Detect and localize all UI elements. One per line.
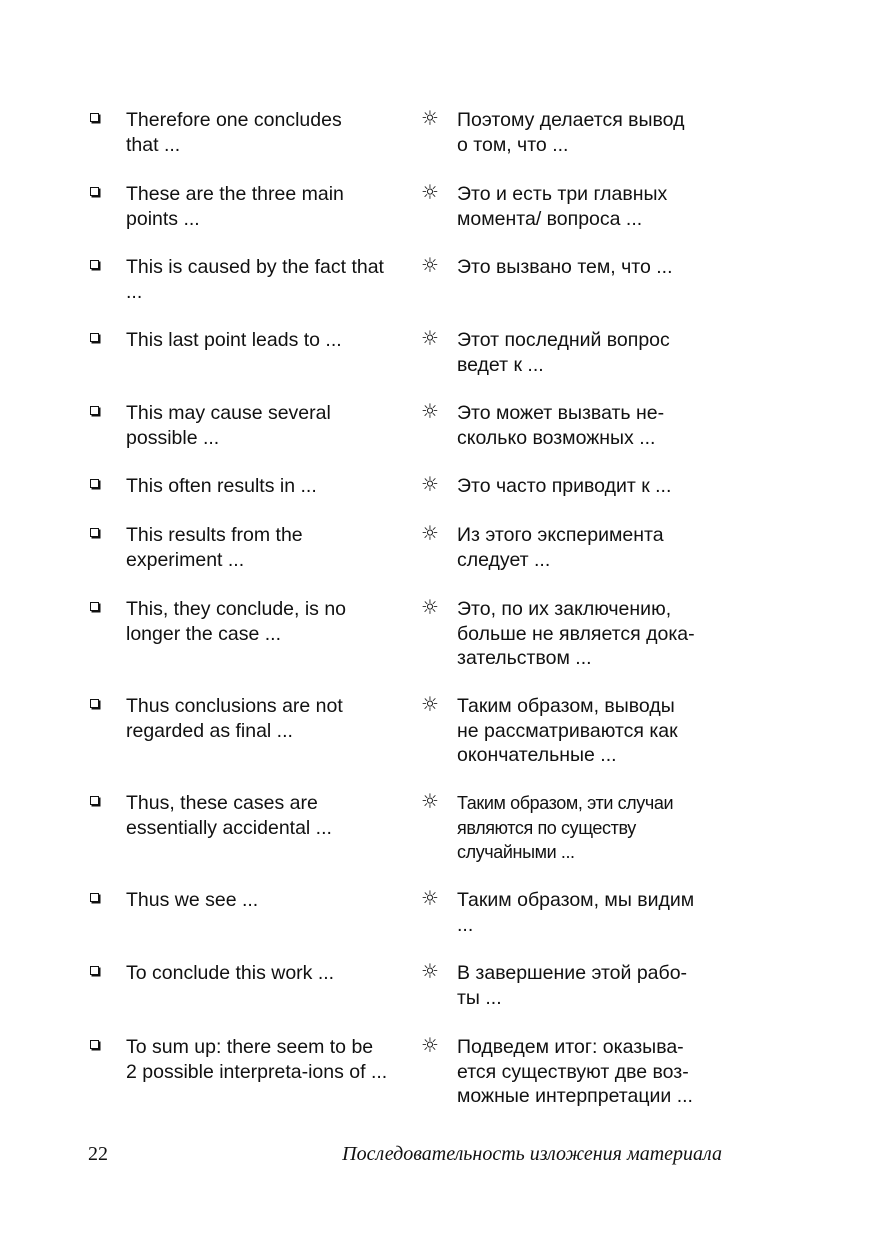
checkbox-bullet-icon <box>90 479 99 488</box>
english-phrase: Therefore one concludes that ... <box>126 109 342 156</box>
russian-phrase: Таким образом, выводы не рассматриваются как окончательные ... <box>457 695 678 766</box>
russian-phrase: Это может вызвать не- сколько возможных ... <box>457 402 665 449</box>
checkbox-bullet-icon <box>90 187 99 196</box>
sun-bullet-icon: ☼ <box>421 472 439 496</box>
sun-bullet-icon: ☼ <box>421 326 439 350</box>
checkbox-bullet-icon <box>90 528 99 537</box>
sun-bullet-icon: ☼ <box>421 1033 439 1057</box>
russian-phrase: Это и есть три главных момента/ вопроса ... <box>457 183 668 230</box>
checkbox-bullet-icon <box>90 796 99 805</box>
russian-phrase: Таким образом, эти случаи являются по существу случайными ... <box>457 793 674 862</box>
page-number: 22 <box>88 1143 108 1165</box>
english-phrase: To conclude this work ... <box>126 962 335 984</box>
english-phrase: This results from the experiment ... <box>126 524 303 571</box>
checkbox-bullet-icon <box>90 893 99 902</box>
checkbox-bullet-icon <box>90 966 99 975</box>
checkbox-bullet-icon <box>90 113 99 122</box>
sun-bullet-icon: ☼ <box>421 692 439 716</box>
english-phrase: This, they conclude, is no longer the case ... <box>126 598 347 645</box>
english-phrase: This often results in ... <box>126 475 317 497</box>
english-phrase: This is caused by the fact that ... <box>126 256 384 303</box>
english-phrase: This may cause several possible ... <box>126 402 331 449</box>
checkbox-bullet-icon <box>90 260 99 269</box>
checkbox-bullet-icon <box>90 699 99 708</box>
checkbox-bullet-icon <box>90 333 99 342</box>
sun-bullet-icon: ☼ <box>421 521 439 545</box>
sun-bullet-icon: ☼ <box>421 180 439 204</box>
russian-phrase: Это часто приводит к ... <box>457 475 672 497</box>
english-phrase: This last point leads to ... <box>126 329 342 351</box>
sun-bullet-icon: ☼ <box>421 886 439 910</box>
sun-bullet-icon: ☼ <box>421 595 439 619</box>
english-phrase: These are the three main points ... <box>126 183 344 230</box>
sun-bullet-icon: ☼ <box>421 106 439 130</box>
sun-bullet-icon: ☼ <box>421 959 439 983</box>
english-phrase: Thus conclusions are not regarded as final ... <box>126 695 343 742</box>
running-title: Последовательность изложения материала <box>342 1143 722 1165</box>
russian-phrase: Этот последний вопрос ведет к ... <box>457 329 670 376</box>
russian-phrase: Это вызвано тем, что ... <box>457 256 673 278</box>
checkbox-bullet-icon <box>90 406 99 415</box>
russian-phrase: Из этого эксперимента следует ... <box>457 524 664 571</box>
sun-bullet-icon: ☼ <box>421 399 439 423</box>
russian-phrase: Подведем итог: оказыва- ется существуют две воз- можные интерпретации ... <box>457 1036 693 1107</box>
checkbox-bullet-icon <box>90 602 99 611</box>
russian-phrase: В завершение этой рабо- ты ... <box>457 962 688 1009</box>
sun-bullet-icon: ☼ <box>421 253 439 277</box>
english-phrase: Thus we see ... <box>126 889 259 911</box>
english-phrase: To sum up: there seem to be 2 possible interpreta-ions of ... <box>126 1036 388 1083</box>
russian-phrase: Таким образом, мы видим ... <box>457 889 695 936</box>
checkbox-bullet-icon <box>90 1040 99 1049</box>
russian-phrase: Поэтому делается вывод о том, что ... <box>457 109 685 156</box>
sun-bullet-icon: ☼ <box>421 789 439 813</box>
english-phrase: Thus, these cases are essentially accidental ... <box>126 792 332 839</box>
russian-phrase: Это, по их заключению, больше не является дока- зательством ... <box>457 598 695 669</box>
